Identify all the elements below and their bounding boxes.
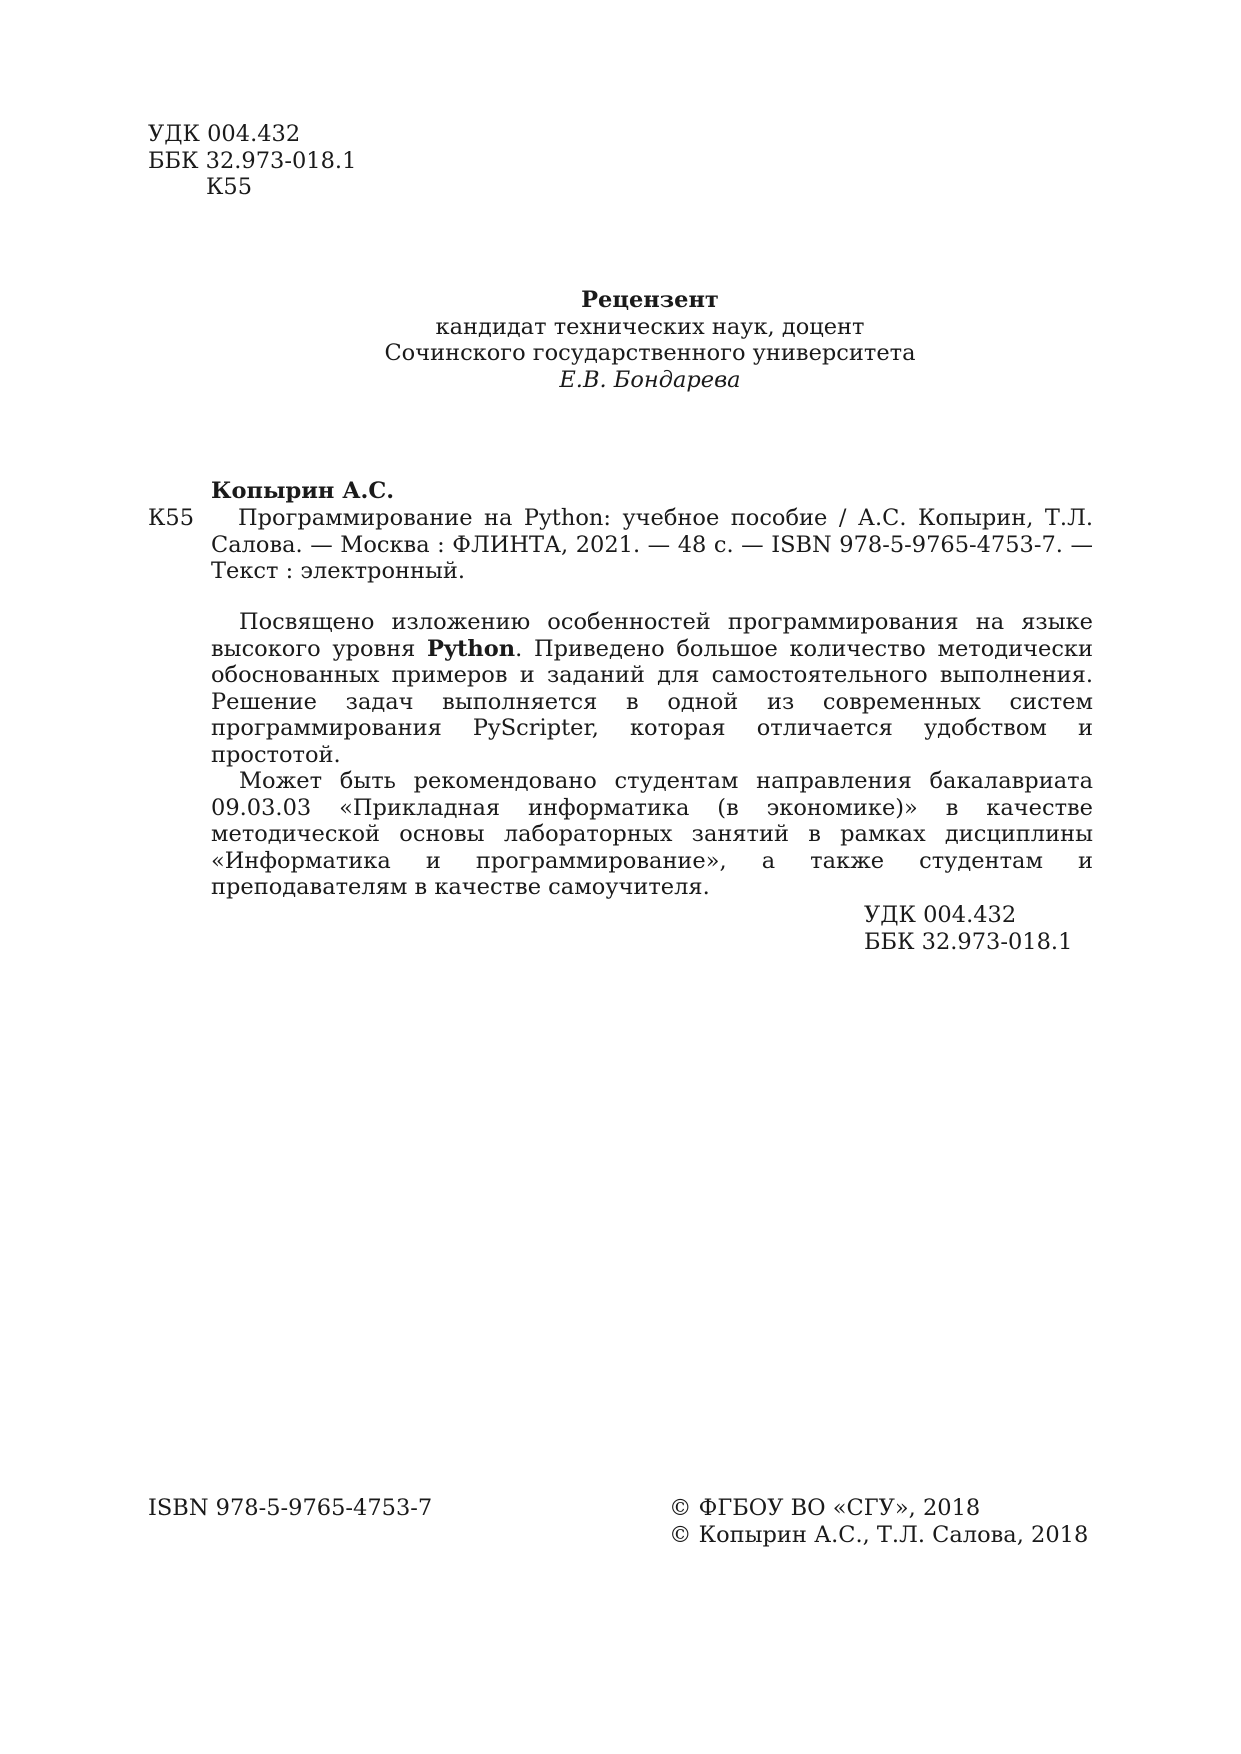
bibliography-entry: Программирование на Python: учебное пособие / А.С. Копырин, Т.Л. Салова. — Москва : ФЛИНТА, 2021. — 48 с. — ISBN 978-5-9765-4753-7. — Текст : электронный. — [211, 505, 1093, 584]
reviewer-heading: Рецензент — [581, 287, 719, 313]
bibliography-author: Копырин А.С. — [211, 478, 395, 504]
annotation-paragraph-2: Может быть рекомендовано студентам направления бакалавриата 09.03.03 «Прикладная информатика (в экономике)» в качестве методической основы лабораторных занятий в рамках дисциплины «Информатика и программирование», а также студентам и преподавателям в качестве самоучителя. — [211, 768, 1093, 900]
copyright-line: © ФГБОУ ВО «СГУ», 2018 — [669, 1495, 981, 1521]
classification-block-top — [148, 121, 356, 201]
reviewer-affiliation: Сочинского государственного университета — [384, 340, 916, 366]
bibliography-author-mark: К55 — [148, 505, 195, 531]
classification-block-bottom — [864, 902, 1072, 955]
reviewer-block — [240, 287, 1060, 393]
udk-code: УДК 004.432 — [864, 902, 1017, 928]
isbn: ISBN 978-5-9765-4753-7 — [148, 1495, 433, 1521]
udk-code: УДК 004.432 — [148, 121, 301, 147]
annotation-text: . Приведено большое количество методически обоснованных примеров и заданий для самостоятельного выполнения. Решение задач выполняется в одной из современных систем программирования PyScripter, которая отличается удобством и простотой. — [211, 635, 1093, 768]
reviewer-degree: кандидат технических наук, доцент — [435, 313, 865, 340]
copyright-line: © Копырин А.С., Т.Л. Салова, 2018 — [669, 1521, 1089, 1548]
reviewer-name: Е.В. Бондарева — [559, 366, 741, 393]
annotation — [211, 609, 1093, 901]
annotation-text: Посвящено изложению особенностей программирования на языке высокого уровня — [211, 609, 1093, 662]
bbk-code: ББК 32.973-018.1 — [864, 928, 1073, 955]
annotation-paragraph-1 — [211, 609, 1093, 768]
author-mark: К55 — [206, 174, 253, 200]
copyright-block — [669, 1495, 1088, 1548]
annotation-language-name: Python — [427, 635, 516, 662]
bbk-code: ББК 32.973-018.1 — [148, 147, 357, 174]
